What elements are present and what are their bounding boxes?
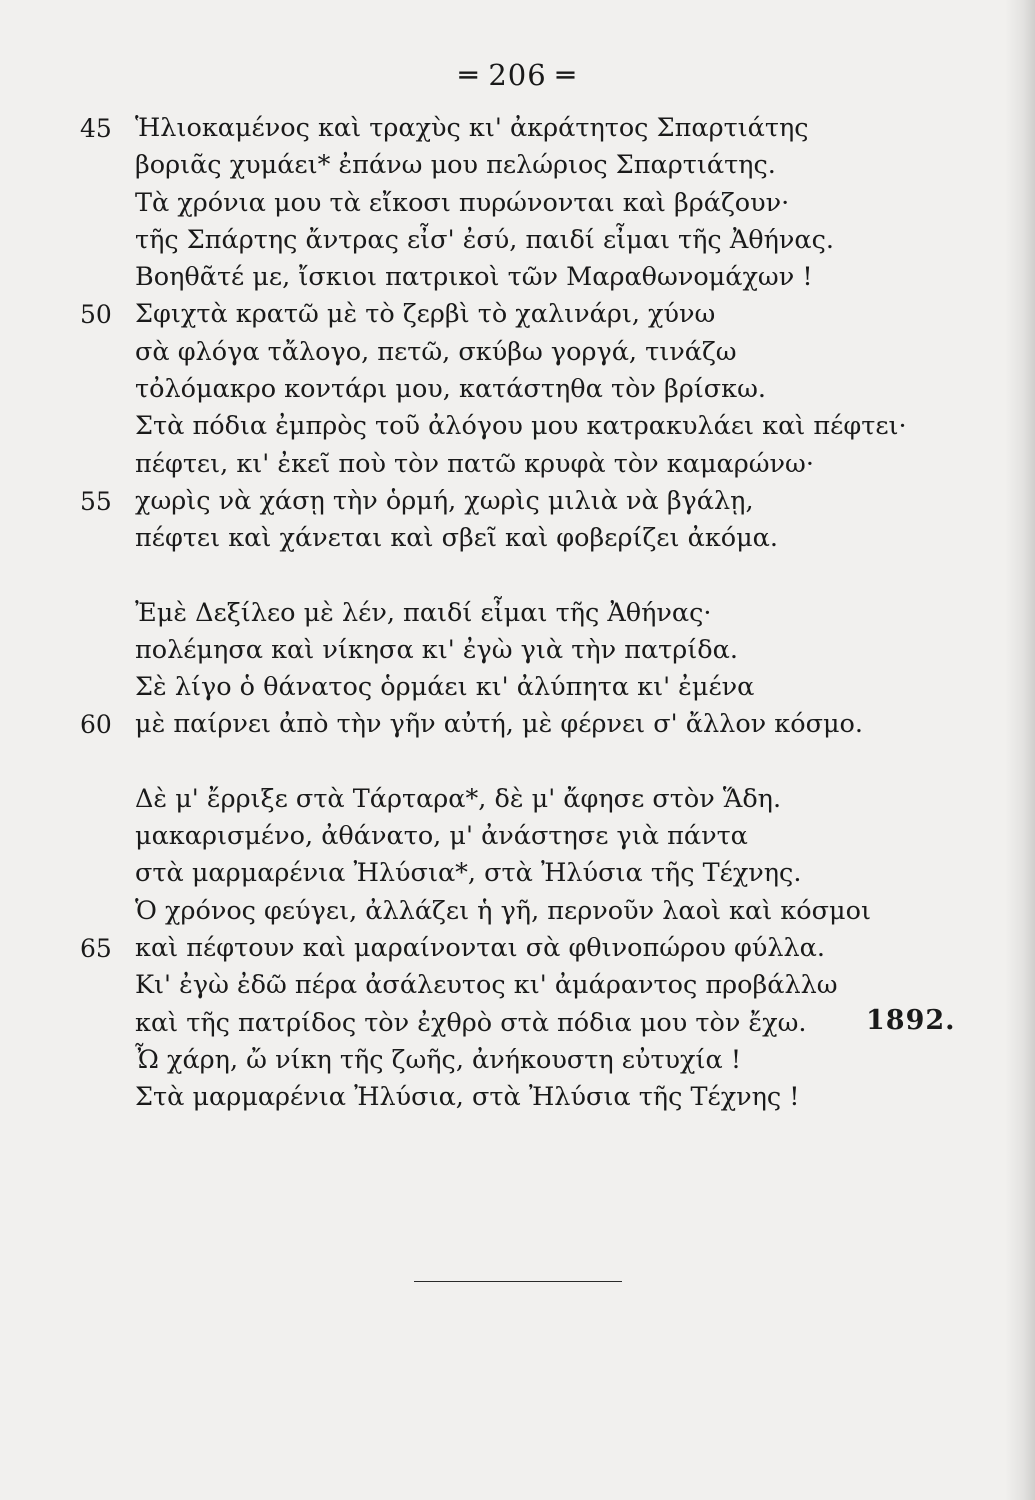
- line-text: μακαρισμένο, ἀθάνατο, μ' ἀνάστησε γιὰ πάντα: [135, 821, 748, 852]
- poem-line: [80, 595, 1010, 632]
- line-text: Σφιχτὰ κρατῶ μὲ τὸ ζερβὶ τὸ χαλινάρι, χύνω: [135, 299, 716, 330]
- poem-line: [80, 706, 1010, 743]
- line-number: 60: [80, 710, 112, 740]
- stanza: [80, 110, 1010, 558]
- line-number: 65: [80, 933, 112, 963]
- stanza: [80, 781, 1010, 1117]
- stanza-gap: [80, 744, 1010, 781]
- poem-line: [80, 967, 1010, 1004]
- line-text: καὶ πέφτουν καὶ μαραίνονται σὰ φθινοπώρου φύλλα.: [135, 932, 826, 963]
- line-text: Στὰ πόδια ἐμπρὸς τοῦ ἀλόγου μου κατρακυλάει καὶ πέφτει·: [135, 411, 907, 442]
- line-text: Βοηθᾶτέ με, ἴσκιοι πατρικοὶ τῶν Μαραθωνομάχων !: [135, 262, 813, 293]
- poem-line: [80, 446, 1010, 483]
- poem-line: [80, 930, 1010, 967]
- poem-line: [80, 408, 1010, 445]
- poem-line: [80, 632, 1010, 669]
- poem-line: [80, 296, 1010, 333]
- poem-line: [80, 185, 1010, 222]
- poem-line: [80, 669, 1010, 706]
- poem-line: [80, 781, 1010, 818]
- line-text: Δὲ μ' ἔρριξε στὰ Τάρταρα*, δὲ μ' ἄφησε στὸν Ἅδη.: [135, 783, 782, 814]
- line-text: μὲ παίρνει ἀπὸ τὴν γῆν αὐτή, μὲ φέρνει σ' ἄλλον κόσμο.: [135, 709, 864, 740]
- line-text: στὰ μαρμαρένια Ἠλύσια*, στὰ Ἠλύσια τῆς Τέχνης.: [135, 858, 802, 889]
- stanza-gap: [80, 558, 1010, 595]
- line-text: τῆς Σπάρτης ἄντρας εἶσ' ἐσύ, παιδί εἶμαι τῆς Ἀθήνας.: [135, 224, 834, 255]
- line-text: Ὁ χρόνος φεύγει, ἀλλάζει ἡ γῆ, περνοῦν λαοὶ καὶ κόσμοι: [135, 895, 871, 926]
- line-text: Ἡλιοκαμένος καὶ τραχὺς κι' ἀκράτητος Σπαρτιάτης: [135, 113, 809, 143]
- poem-line: [80, 855, 1010, 892]
- poem-date: 1892.: [866, 1005, 956, 1036]
- poem-line: [80, 520, 1010, 557]
- poem: [80, 110, 1010, 1116]
- line-text: καὶ τῆς πατρίδος τὸν ἐχθρὸ στὰ πόδια μου τὸν ἔχω.: [135, 1007, 807, 1038]
- line-number: 45: [80, 114, 112, 143]
- line-text: Ἐμὲ Δεξίλεο μὲ λέν, παιδί εἶμαι τῆς Ἀθήνας·: [135, 597, 712, 628]
- poem-line: [80, 818, 1010, 855]
- poem-line: [80, 1042, 1010, 1079]
- line-text: χωρὶς νὰ χάσῃ τὴν ὁρμή, χωρὶς μιλιὰ νὰ βγάλῃ,: [135, 485, 754, 516]
- line-text: Ὦ χάρη, ὤ νίκη τῆς ζωῆς, ἀνήκουστη εὐτυχία !: [135, 1044, 742, 1075]
- line-text: πέφτει, κι' ἐκεῖ ποὺ τὸν πατῶ κρυφὰ τὸν καμαρώνω·: [135, 448, 814, 479]
- line-text: πολέμησα καὶ νίκησα κι' ἐγὼ γιὰ τὴν πατρίδα.: [135, 634, 738, 665]
- poem-line: [80, 110, 1010, 147]
- line-text: τὀλόμακρο κοντάρι μου, κατάστηθα τὸν βρίσκω.: [135, 374, 767, 405]
- poem-line: [80, 893, 1010, 930]
- line-text: Τὰ χρόνια μου τὰ εἴκοσι πυρώνονται καὶ βράζουν·: [135, 187, 790, 218]
- line-number: 55: [80, 486, 112, 516]
- poem-line: [80, 1079, 1010, 1116]
- line-text: σὰ φλόγα τἄλογο, πετῶ, σκύβω γοργά, τινάζω: [135, 336, 737, 367]
- line-text: Σὲ λίγο ὁ θάνατος ὁρμάει κι' ἀλύπητα κι' ἐμένα: [135, 672, 755, 703]
- stanza: [80, 595, 1010, 744]
- poem-line: [80, 483, 1010, 520]
- poem-line: [80, 259, 1010, 296]
- poem-line: [80, 147, 1010, 184]
- line-text: πέφτει καὶ χάνεται καὶ σβεῖ καὶ φοβερίζει ἀκόμα.: [135, 523, 779, 554]
- page-number: ═ 206 ═: [459, 58, 576, 92]
- line-text: βοριᾶς χυμάει* ἐπάνω μου πελώριος Σπαρτιάτης.: [135, 150, 776, 181]
- poem-line: [80, 334, 1010, 371]
- line-text: Κι' ἐγὼ ἐδῶ πέρα ἀσάλευτος κι' ἀμάραντος προβάλλω: [135, 970, 838, 1001]
- poem-line: [80, 222, 1010, 259]
- line-number: 50: [80, 300, 112, 330]
- end-rule: [414, 1281, 622, 1282]
- line-text: Στὰ μαρμαρένια Ἠλύσια, στὰ Ἠλύσια τῆς Τέχνης !: [135, 1082, 800, 1113]
- poem-line: [80, 371, 1010, 408]
